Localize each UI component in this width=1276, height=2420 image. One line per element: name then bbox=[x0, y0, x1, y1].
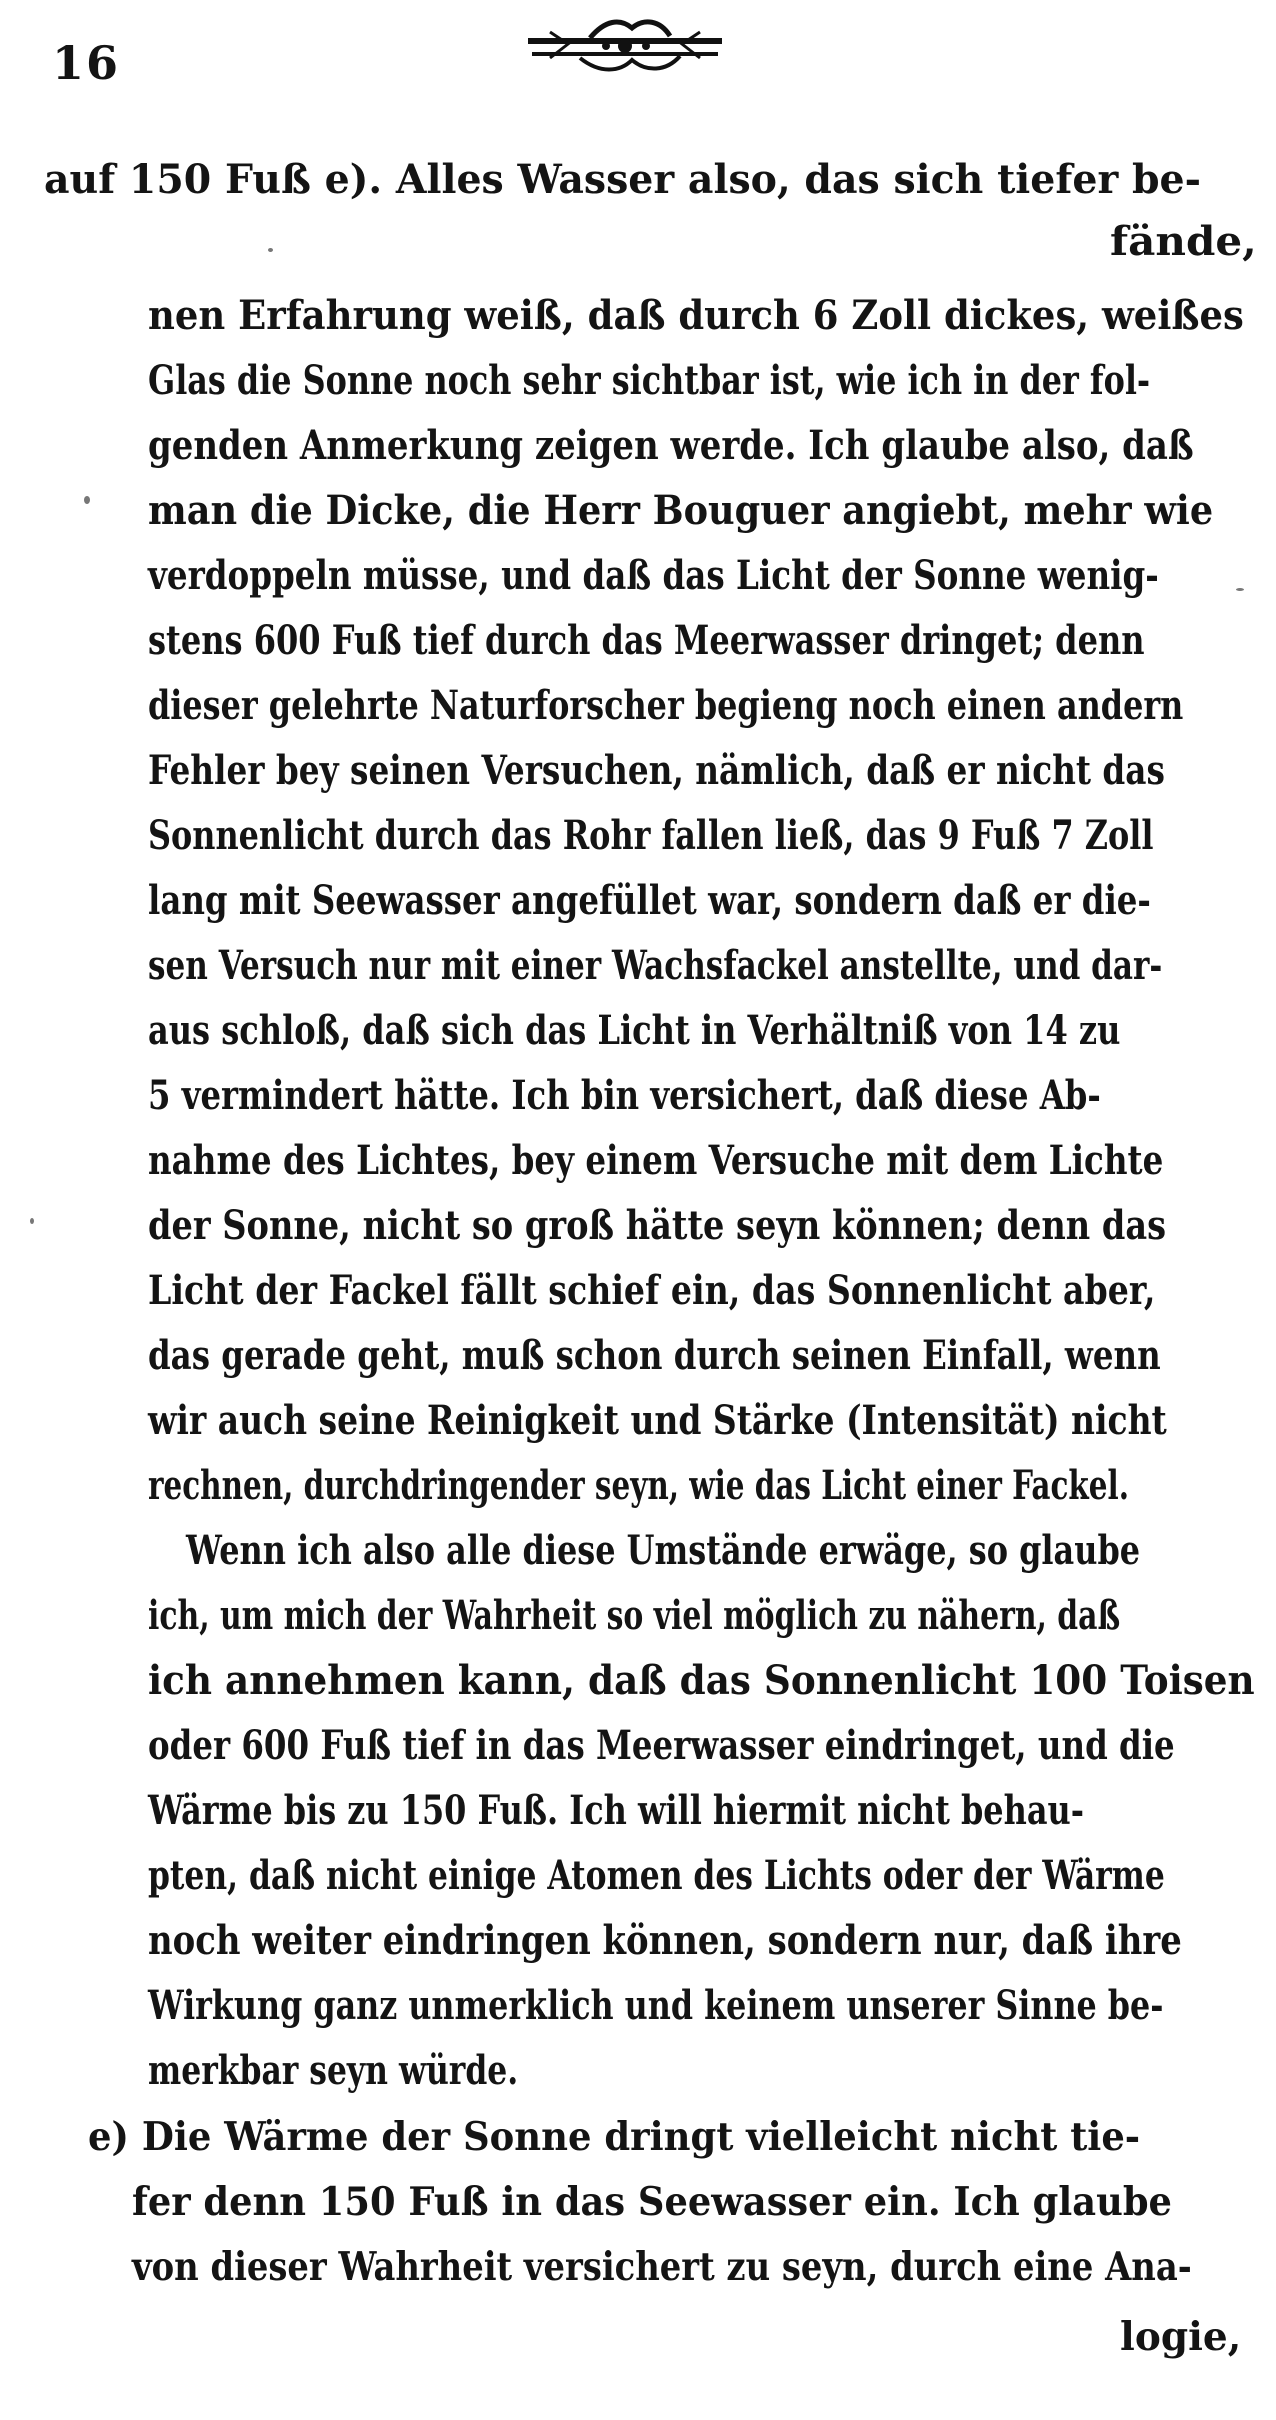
text-line: nahme des Lichtes, bey einem Versuche mit dem Lichte bbox=[148, 1137, 1164, 1184]
text-line: der Sonne, nicht so groß hätte seyn können; denn das bbox=[148, 1202, 1167, 1249]
text-line: merkbar seyn würde. bbox=[148, 2047, 519, 2094]
text-line: fände, bbox=[1110, 218, 1257, 265]
footnote-line: logie, bbox=[1120, 2314, 1242, 2360]
text-line: rechnen, durchdringender seyn, wie das Licht einer Fackel. bbox=[148, 1462, 1129, 1509]
text-line: Fehler bey seinen Versuchen, nämlich, daß er nicht das bbox=[148, 747, 1165, 794]
ink-speck bbox=[1236, 588, 1244, 591]
text-line: genden Anmerkung zeigen werde. Ich glaube also, daß bbox=[148, 422, 1194, 469]
text-line: auf 150 Fuß e). Alles Wasser also, das sich tiefer be- bbox=[44, 156, 1201, 203]
text-line: aus schloß, daß sich das Licht in Verhältniß von 14 zu bbox=[148, 1007, 1121, 1054]
text-line: Wärme bis zu 150 Fuß. Ich will hiermit nicht behau- bbox=[148, 1787, 1084, 1834]
text-line: Wirkung ganz unmerklich und keinem unserer Sinne be- bbox=[148, 1982, 1164, 2029]
text-line: wir auch seine Reinigkeit und Stärke (Intensität) nicht bbox=[148, 1397, 1167, 1444]
text-line: Wenn ich also alle diese Umstände erwäge, so glaube bbox=[186, 1527, 1141, 1574]
text-line: oder 600 Fuß tief in das Meerwasser eindringet, und die bbox=[148, 1722, 1175, 1769]
text-line: Licht der Fackel fällt schief ein, das Sonnenlicht aber, bbox=[148, 1267, 1156, 1314]
text-line: nen Erfahrung weiß, daß durch 6 Zoll dickes, weißes bbox=[148, 292, 1244, 339]
ink-speck bbox=[84, 496, 90, 504]
text-line: 5 vermindert hätte. Ich bin versichert, daß diese Ab- bbox=[148, 1072, 1101, 1119]
text-line: dieser gelehrte Naturforscher begieng noch einen andern bbox=[148, 682, 1184, 729]
text-line: man die Dicke, die Herr Bouguer angiebt, mehr wie bbox=[148, 487, 1214, 534]
text-line: noch weiter eindringen können, sondern nur, daß ihre bbox=[148, 1917, 1182, 1964]
footnote-line: e) Die Wärme der Sonne dringt vielleicht nicht tie- bbox=[88, 2114, 1141, 2160]
footnote-line: fer denn 150 Fuß in das Seewasser ein. Ich glaube bbox=[132, 2179, 1172, 2225]
text-line: verdoppeln müsse, und daß das Licht der Sonne wenig- bbox=[148, 552, 1159, 599]
text-line: sen Versuch nur mit einer Wachsfackel anstellte, und dar- bbox=[148, 942, 1163, 989]
ink-speck bbox=[268, 248, 273, 252]
text-line: ich, um mich der Wahrheit so viel möglich zu nähern, daß bbox=[148, 1592, 1121, 1639]
footnote-line: von dieser Wahrheit versichert zu seyn, durch eine Ana- bbox=[132, 2244, 1192, 2290]
text-line: Glas die Sonne noch sehr sichtbar ist, wie ich in der fol- bbox=[148, 357, 1151, 404]
page-number: 16 bbox=[52, 36, 121, 90]
text-line: lang mit Seewasser angefüllet war, sondern daß er die- bbox=[148, 877, 1151, 924]
text-line: das gerade geht, muß schon durch seinen Einfall, wenn bbox=[148, 1332, 1161, 1379]
text-line: stens 600 Fuß tief durch das Meerwasser dringet; denn bbox=[148, 617, 1145, 664]
fleuron-ornament-icon bbox=[520, 14, 730, 76]
text-line: ich annehmen kann, daß das Sonnenlicht 100 Toisen bbox=[148, 1657, 1255, 1704]
text-line: pten, daß nicht einige Atomen des Lichts oder der Wärme bbox=[148, 1852, 1165, 1899]
ink-speck bbox=[30, 1218, 34, 1224]
text-line: Sonnenlicht durch das Rohr fallen ließ, das 9 Fuß 7 Zoll bbox=[148, 812, 1154, 859]
